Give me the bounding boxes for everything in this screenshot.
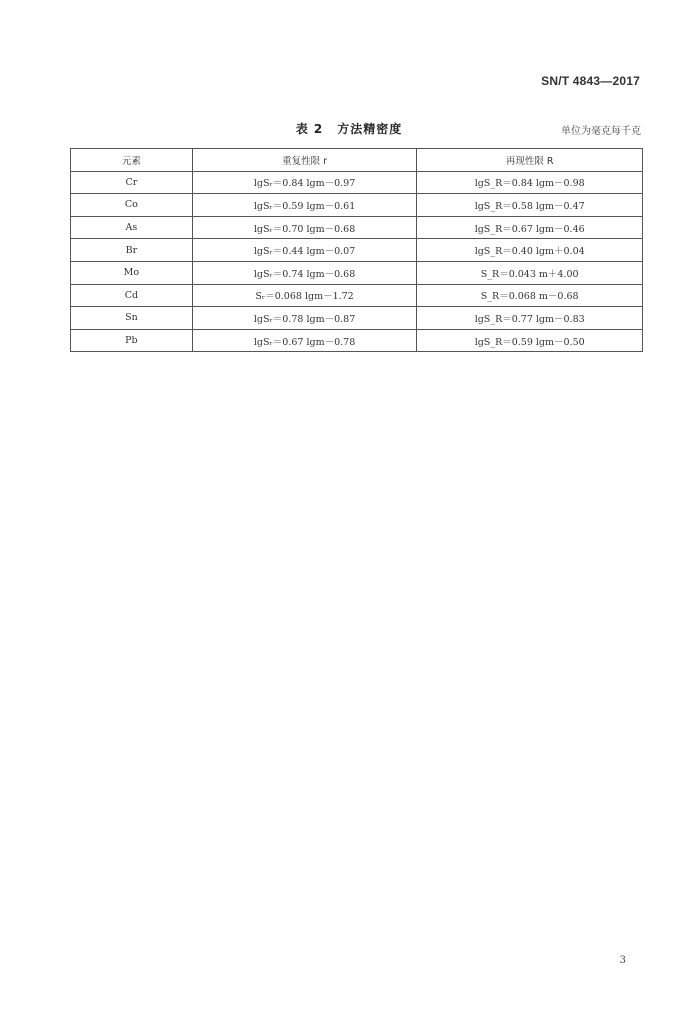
table-row [71, 239, 643, 262]
element-cell: Sn [71, 307, 193, 330]
reproducibility-cell: lgS_R＝0.58 lgm－0.47 [417, 194, 643, 217]
repeatability-cell: lgSᵣ＝0.78 lgm－0.87 [192, 307, 417, 330]
reproducibility-cell: S_R＝0.043 m＋4.00 [417, 261, 643, 284]
repeatability-cell: Sᵣ＝0.068 lgm－1.72 [192, 284, 417, 307]
repeatability-cell: lgSᵣ＝0.59 lgm－0.61 [192, 194, 417, 217]
reproducibility-cell: S_R＝0.068 m－0.68 [417, 284, 643, 307]
column-header-element: 元素 [71, 149, 193, 172]
element-cell: Pb [71, 329, 193, 352]
element-cell: Mo [71, 261, 193, 284]
element-cell: Cr [71, 171, 193, 194]
reproducibility-cell: lgS_R＝0.84 lgm－0.98 [417, 171, 643, 194]
repeatability-cell: lgSᵣ＝0.44 lgm－0.07 [192, 239, 417, 262]
table-row [71, 194, 643, 217]
element-cell: As [71, 216, 193, 239]
table-row [71, 261, 643, 284]
table-row [71, 216, 643, 239]
table-row [71, 329, 643, 352]
repeatability-cell: lgSᵣ＝0.74 lgm－0.68 [192, 261, 417, 284]
column-header-repeatability: 重复性限 r [192, 149, 417, 172]
table-row [71, 171, 643, 194]
reproducibility-cell: lgS_R＝0.67 lgm－0.46 [417, 216, 643, 239]
unit-note: 单位为毫克每千克 [561, 126, 641, 137]
standard-code: SN/T 4843—2017 [541, 74, 640, 88]
reproducibility-cell: lgS_R＝0.59 lgm－0.50 [417, 329, 643, 352]
reproducibility-cell: lgS_R＝0.77 lgm－0.83 [417, 307, 643, 330]
element-cell: Cd [71, 284, 193, 307]
reproducibility-cell: lgS_R＝0.40 lgm＋0.04 [417, 239, 643, 262]
element-cell: Br [71, 239, 193, 262]
element-cell: Co [71, 194, 193, 217]
table-row [71, 307, 643, 330]
precision-table [70, 148, 643, 352]
column-header-reproducibility: 再现性限 R [417, 149, 643, 172]
table-row [71, 284, 643, 307]
table-header-row [71, 149, 643, 172]
table-title: 方法精密度 [337, 122, 403, 136]
page-number: 3 [619, 955, 626, 966]
repeatability-cell: lgSᵣ＝0.84 lgm－0.97 [192, 171, 417, 194]
repeatability-cell: lgSᵣ＝0.70 lgm－0.68 [192, 216, 417, 239]
repeatability-cell: lgSᵣ＝0.67 lgm－0.78 [192, 329, 417, 352]
table-number: 表 2 [295, 122, 324, 136]
